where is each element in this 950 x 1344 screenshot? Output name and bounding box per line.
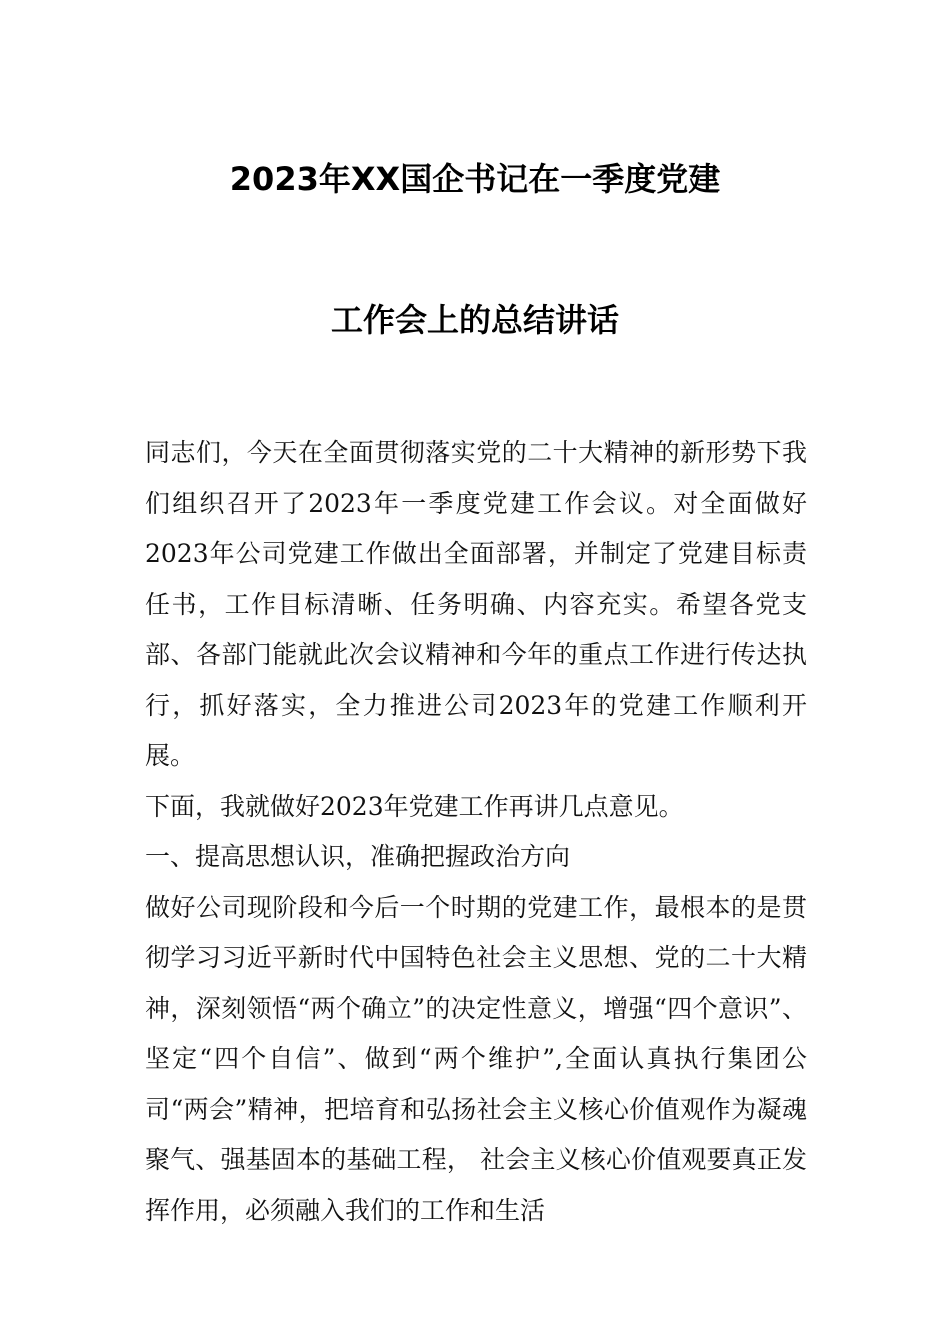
paragraph-section-1: 做好公司现阶段和今后一个时期的党建工作，最根本的是贯彻学习习近平新时代中国特色社会主义思想、党的二十大精神，深刻领悟“两个确立”的决定性意义，增强“四个意识”、坚定“四个自信”、做到“两个维护”,全面认真执行集团公司“两会”精神，把培育和弘扬社会主义核心价值观作为凝魂聚气、强基固本的基础工程， 社会主义核心价值观要真正发挥作用，必须融入我们的工作和生活: [145, 892, 807, 1225]
paragraph-opening: 同志们，今天在全面贯彻落实党的二十大精神的新形势下我们组织召开了2023年一季度党建工作会议。对全面做好2023年公司党建工作做出全面部署，并制定了党建目标责任书，工作目标清晰、任务明确、内容充实。希望各党支部、各部门能就此次会议精神和今年的重点工作进行传达执行，抓好落实，全力推进公司2023年的党建工作顺利开展。: [145, 438, 807, 770]
paragraph-intro-opinions: 下面，我就做好2023年党建工作再讲几点意见。: [145, 791, 684, 821]
document-body: [145, 428, 807, 1236]
document-title-line-2: 工作会上的总结讲话: [330, 301, 619, 339]
document-title-line-1: 2023年XX国企书记在一季度党建: [229, 160, 721, 198]
section-heading-1: 一、提高思想认识，准确把握政治方向: [145, 842, 571, 871]
